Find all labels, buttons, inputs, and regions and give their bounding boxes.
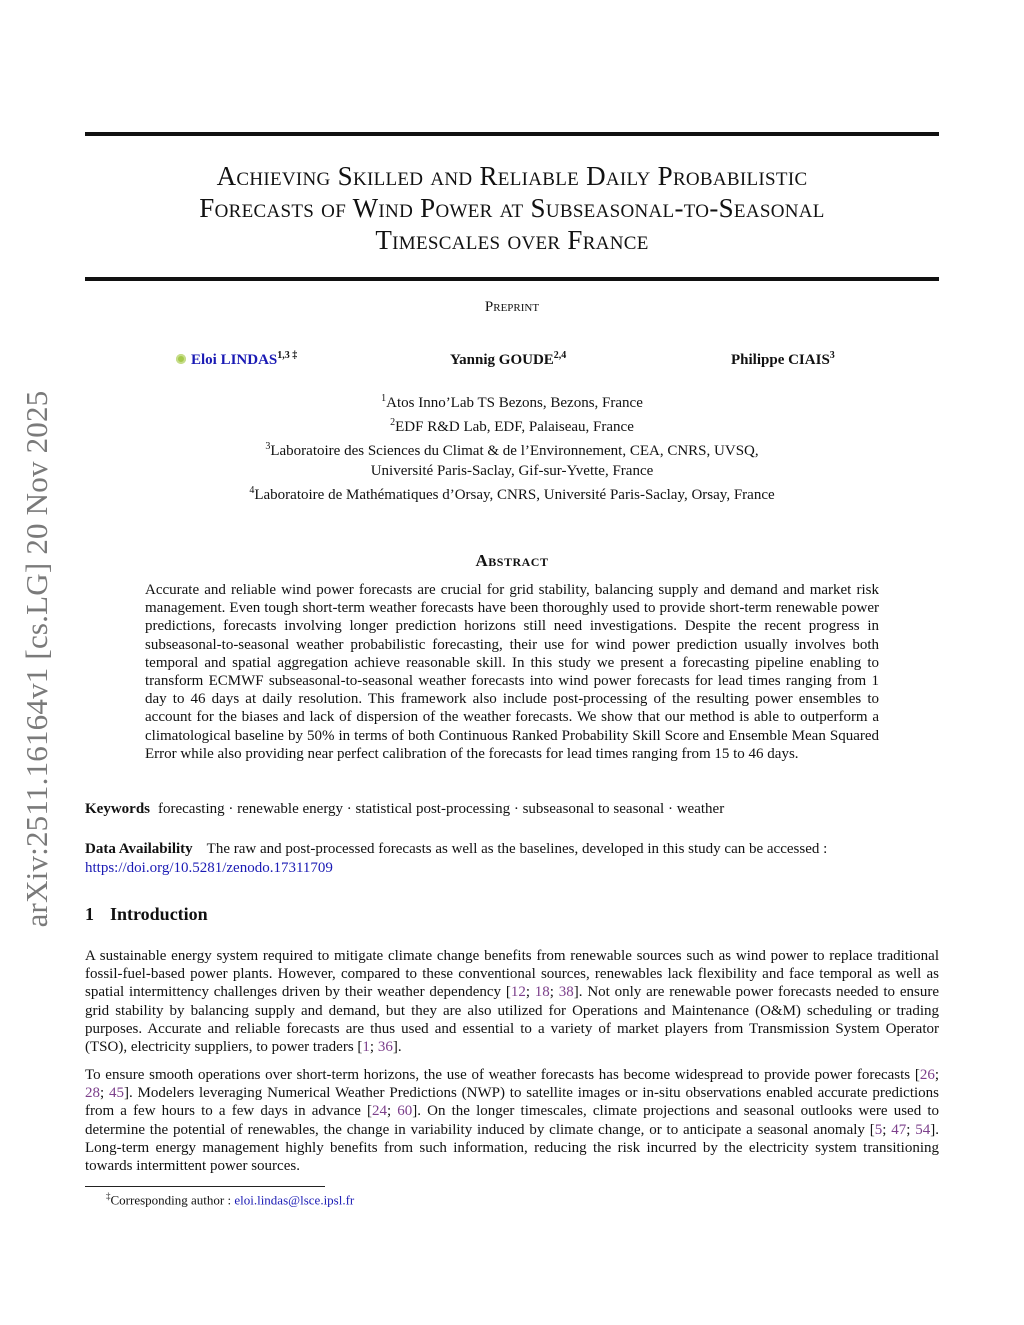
- author-affil-sup: 2,4: [553, 350, 567, 361]
- title-line-2: Forecasts of Wind Power at Subseasonal-to-Seasonal: [199, 193, 825, 223]
- affiliation-3: $^3$Laboratoire des Sciences du Climat & de l’Environnement, CEA, CNRS, UVSQ,: [265, 441, 759, 460]
- keywords-list: forecasting · renewable energy · statistical post-processing · subseasonal to seasonal · weather: [158, 801, 725, 817]
- citation-link[interactable]: 47: [891, 1121, 907, 1138]
- citation-link[interactable]: 5: [874, 1121, 883, 1138]
- abstract-text: Accurate and reliable wind power forecasts are crucial for grid stability, balancing supply and demand and market risk management. Even tough short-term weather forecasts have been thoroughly used to provide short-term renewable power predictions, forecasts involving longer prediction horizons still need investigations. Despite the recent progress in subseasonal-to-seasonal weather probabilistic forecasting, their use for wind power prediction usually involves both temporal and spatial aggregation achieve reasonable skill. In this study we present a forecasting pipeline enabling to transform ECMWF subseasonal-to-seasonal weather forecasts into wind power forecasts for lead times ranging from 1 day to 46 days at daily resolution. This framework also include post-processing of the resulting power ensembles to account for the biases and lack of dispersion of the weather forecasts. We show that our method is able to outperform a climatological baseline by 50% in terms of both Continuous Ranked Probability Skill Score and Ensemble Mean Squared Error while also providing near perfect calibration of the forecasts for lead times ranging from 15 to 46 days.: [145, 582, 879, 762]
- author-name[interactable]: Eloi LINDAS: [191, 352, 278, 368]
- abstract-heading: Abstract: [475, 551, 549, 570]
- citation-link[interactable]: 28: [85, 1085, 100, 1102]
- title-bottom-rule: [85, 277, 939, 281]
- data-availability-label: Data Availability: [85, 841, 193, 857]
- author-email-link[interactable]: eloi.lindas@lsce.ipsl.fr: [234, 1192, 355, 1208]
- title-line-3: Timescales over France: [375, 225, 649, 255]
- footnote-text: Corresponding author :: [110, 1192, 235, 1208]
- orcid-icon[interactable]: [176, 354, 186, 364]
- citation-link[interactable]: 60: [397, 1103, 413, 1120]
- citation-link[interactable]: 1: [362, 1039, 370, 1056]
- paper-title: [85, 160, 939, 256]
- section-number: 1: [85, 904, 94, 924]
- author-eloi-lindas[interactable]: [176, 350, 297, 369]
- citation-link[interactable]: 38: [558, 984, 574, 1001]
- keywords-line: [85, 801, 945, 818]
- arxiv-identifier: arXiv:2511.16164v1 [cs.LG] 20 Nov 2025: [19, 390, 54, 928]
- affiliation-4: $^4$Laboratoire de Mathématiques d’Orsay, CNRS, Université Paris-Saclay, Orsay, France: [249, 484, 775, 503]
- preprint-label: Preprint: [484, 299, 540, 315]
- title-line-1: Achieving Skilled and Reliable Daily Probabilistic: [216, 161, 808, 191]
- footnote-rule: [85, 1186, 325, 1187]
- intro-paragraph-2: To ensure smooth operations over short-term horizons, the use of weather forecasts has become widespread to provide power forecasts [26; 28; 45]. Modelers leveraging Numerical Weather Predictions (NWP) to satellite images or in-situ observations enabled accurate predictions from a few hours to a few days in advance [24; 60]. On the longer timescales, climate projections and seasonal outlooks were used to determine the potential of renewables, the change in variability induced by climate change, or to anticipate a seasonal anomaly [5; 47; 54]. Long-term energy management highly benefits from such information, reducing the risk incurred by the electricity system transitioning towards intermittent power sources.: [85, 1067, 939, 1175]
- author-philippe-ciais: [731, 350, 835, 369]
- citation-link[interactable]: 26: [919, 1067, 935, 1083]
- citation-link[interactable]: 36: [377, 1039, 393, 1056]
- keywords-label: Keywords: [85, 801, 150, 817]
- data-availability-text: The raw and post-processed forecasts as well as the baselines, developed in this study can be accessed :: [206, 841, 828, 857]
- zenodo-link[interactable]: https://doi.org/10.5281/zenodo.17311709: [85, 860, 333, 876]
- affiliations: [0, 389, 1024, 505]
- affiliation-3-cont: Université Paris-Saclay, Gif-sur-Yvette, France: [370, 462, 654, 479]
- citation-link[interactable]: 12: [510, 984, 526, 1001]
- affiliation-1: $^1$Atos Inno’Lab TS Bezons, Bezons, France: [381, 393, 643, 411]
- intro-paragraph-1: A sustainable energy system required to mitigate climate change benefits from renewable sources such as wind power to replace traditional fossil-fuel-based power plants. However, compared to these conventional sources, renewables lack flexibility and face temporal as well as spatial intermittency challenges driven by their weather dependency [12; 18; 38]. Not only are renewable power forecasts needed to ensure grid stability by balancing supply and demand, but they are also utilized for Operations and Maintenance (O&M) scheduling or trading purposes. Accurate and reliable forecasts are thus used and essential to a variety of market players from Transmission System Operator (TSO), electricity suppliers, to power traders [1; 36].: [85, 948, 939, 1056]
- data-availability: [85, 840, 941, 878]
- footnote: [106, 1191, 354, 1208]
- title-top-rule: [85, 132, 939, 136]
- author-name: Philippe CIAIS: [731, 352, 830, 368]
- section-title: Introduction: [110, 904, 208, 924]
- author-affil-sup: 3: [829, 350, 835, 361]
- citation-link[interactable]: 24: [372, 1103, 387, 1120]
- author-name: Yannig GOUDE: [450, 352, 554, 368]
- citation-link[interactable]: 45: [108, 1085, 124, 1102]
- citation-link[interactable]: 18: [534, 984, 550, 1001]
- citation-link[interactable]: 54: [915, 1121, 931, 1138]
- section-heading-introduction: [85, 904, 208, 925]
- affiliation-2: $^2$EDF R&D Lab, EDF, Palaiseau, France: [390, 417, 634, 436]
- author-affil-sup: 1,3 ‡: [277, 350, 298, 361]
- author-yannig-goude: [450, 350, 566, 369]
- footnote-mark: ‡: [106, 1191, 111, 1201]
